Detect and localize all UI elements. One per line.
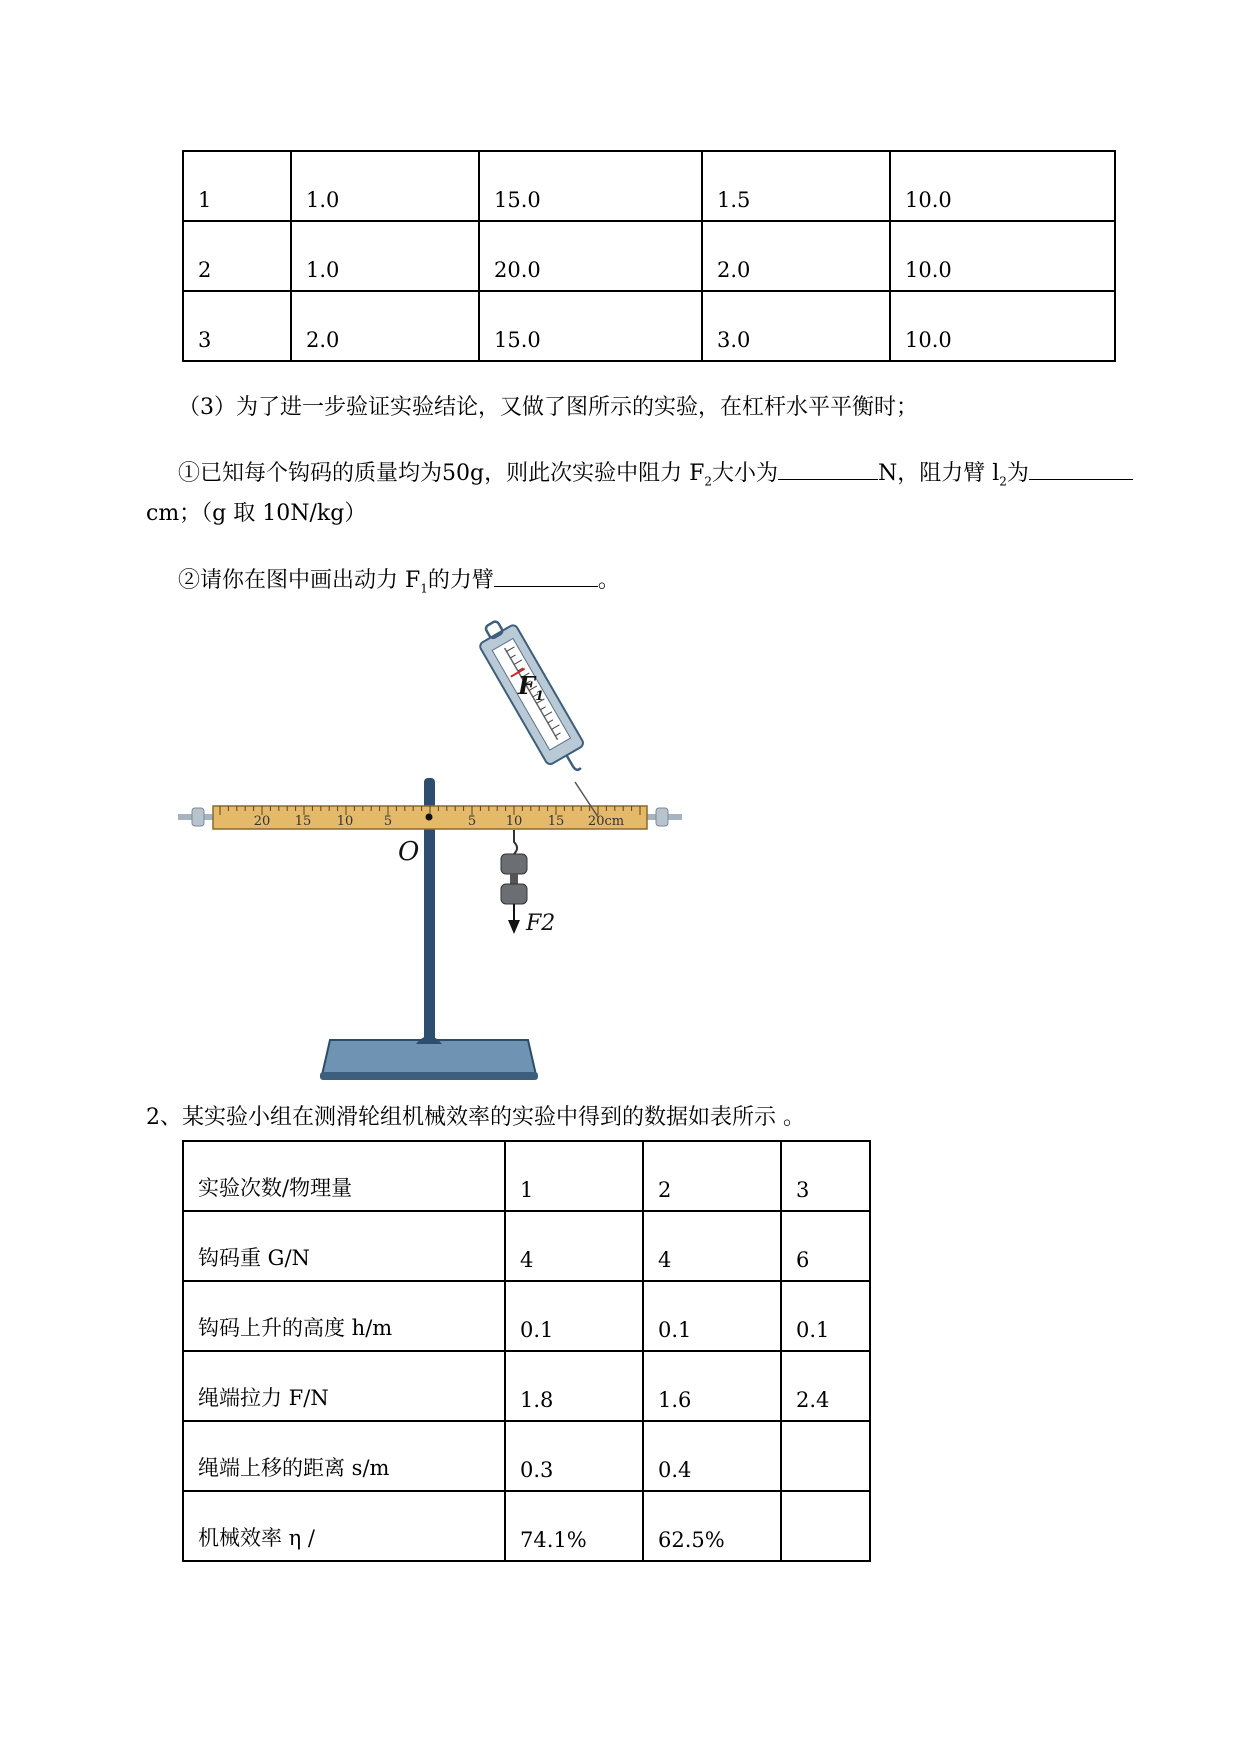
ruler-tick-label: 5	[467, 814, 477, 829]
q3-part1-text-d: 为	[1006, 461, 1029, 486]
table-cell: 4	[643, 1211, 781, 1281]
stand-pole-foot	[416, 1036, 442, 1044]
table-row	[183, 291, 1115, 361]
q3-part2-text-a: ②请你在图中画出动力 F	[178, 568, 421, 593]
table-row	[183, 1211, 870, 1281]
table-cell: 1	[505, 1141, 643, 1211]
q3-part2	[178, 562, 620, 606]
weight-hook	[514, 830, 517, 854]
q3-part1-text-c: N，阻力臂 l	[878, 461, 1000, 486]
table-cell: 2.0	[702, 221, 890, 291]
table-cell: 2	[183, 221, 291, 291]
table-row	[183, 1141, 870, 1211]
lever-knob-right	[656, 808, 668, 826]
f1-label-sub: 1	[535, 689, 545, 704]
pivot-point	[426, 814, 433, 821]
q3-part2-text-c: 。	[597, 568, 620, 593]
ruler-tick-label: 15	[294, 814, 312, 829]
table-cell: 15.0	[479, 151, 702, 221]
table-cell: 0.1	[505, 1281, 643, 1351]
table-cell	[781, 1421, 870, 1491]
table-cell: 1.0	[291, 221, 479, 291]
table-cell: 1.8	[505, 1351, 643, 1421]
answer-blank-arm[interactable]	[1029, 455, 1133, 480]
table-cell: 3	[781, 1141, 870, 1211]
table-cell: 1.6	[643, 1351, 781, 1421]
table-cell: 机械效率 η /	[183, 1491, 505, 1561]
table-cell: 1.5	[702, 151, 890, 221]
subscript: 2	[999, 474, 1007, 489]
table-cell: 6	[781, 1211, 870, 1281]
hook-weight	[501, 854, 527, 874]
q3-intro: （3）为了进一步验证实验结论，又做了图所示的实验，在杠杆水平平衡时；	[178, 395, 918, 420]
stand-base	[322, 1040, 536, 1075]
answer-blank-lever-arm[interactable]	[494, 562, 598, 587]
table-cell: 10.0	[890, 291, 1115, 361]
table-cell: 绳端拉力 F/N	[183, 1351, 505, 1421]
answer-blank-force[interactable]	[778, 455, 878, 480]
table-cell: 1	[183, 151, 291, 221]
table-cell: 0.1	[781, 1281, 870, 1351]
table-row	[183, 1491, 870, 1561]
table-row	[183, 1351, 870, 1421]
table-row	[183, 151, 1115, 221]
table-cell: 实验次数/物理量	[183, 1141, 505, 1211]
hook-weight	[501, 884, 527, 904]
spring-scale	[472, 620, 594, 782]
table-cell: 0.1	[643, 1281, 781, 1351]
table-cell: 3.0	[702, 291, 890, 361]
lever-experiment-figure	[170, 620, 710, 1080]
table-cell: 钩码上升的高度 h/m	[183, 1281, 505, 1351]
table-cell: 15.0	[479, 291, 702, 361]
ruler-tick-label: 5	[383, 814, 393, 829]
table-cell: 2	[643, 1141, 781, 1211]
q3-part1	[178, 455, 1133, 499]
table-cell: 2.0	[291, 291, 479, 361]
q3-part1-line2: cm；（g 取 10N/kg）	[146, 501, 367, 526]
f2-label: F2	[526, 911, 556, 936]
table-cell: 1.0	[291, 151, 479, 221]
table-row	[183, 1281, 870, 1351]
table-cell: 62.5%	[643, 1491, 781, 1561]
table-cell: 钩码重 G/N	[183, 1211, 505, 1281]
ruler-tick-label: 20	[253, 814, 271, 829]
q2-intro: 2、某实验小组在测滑轮组机械效率的实验中得到的数据如表所示 。	[146, 1105, 805, 1130]
subscript: 2	[704, 474, 712, 489]
table-cell: 20.0	[479, 221, 702, 291]
q3-part1-text-a: ①已知每个钩码的质量均为50g，则此次实验中阻力 F	[178, 461, 705, 486]
q3-part2-text-b: 的力臂	[427, 568, 494, 593]
ruler-tick-label: 20cm	[587, 814, 625, 829]
table-cell: 绳端上移的距离 s/m	[183, 1421, 505, 1491]
table-cell: 0.3	[505, 1421, 643, 1491]
stand-base-bottom	[320, 1072, 538, 1080]
table-cell: 10.0	[890, 151, 1115, 221]
lever-data-table	[182, 150, 1116, 362]
table-cell: 4	[505, 1211, 643, 1281]
pulley-efficiency-table	[182, 1140, 871, 1562]
ruler-tick-label: 10	[336, 814, 354, 829]
f2-arrow-head	[508, 920, 520, 934]
ruler-tick-label: 15	[547, 814, 565, 829]
f1-label-main: F	[518, 671, 536, 700]
pivot-label: O	[398, 837, 420, 867]
table-cell	[781, 1491, 870, 1561]
table-cell: 3	[183, 291, 291, 361]
table-row	[183, 1421, 870, 1491]
q3-part1-text-b: 大小为	[711, 461, 778, 486]
table-row	[183, 221, 1115, 291]
table-cell: 10.0	[890, 221, 1115, 291]
table-cell: 2.4	[781, 1351, 870, 1421]
hook-weight-link	[510, 874, 518, 884]
subscript: 1	[420, 581, 428, 596]
table-cell: 0.4	[643, 1421, 781, 1491]
table-cell: 74.1%	[505, 1491, 643, 1561]
ruler-tick-label: 10	[505, 814, 523, 829]
lever-knob-left	[192, 808, 204, 826]
